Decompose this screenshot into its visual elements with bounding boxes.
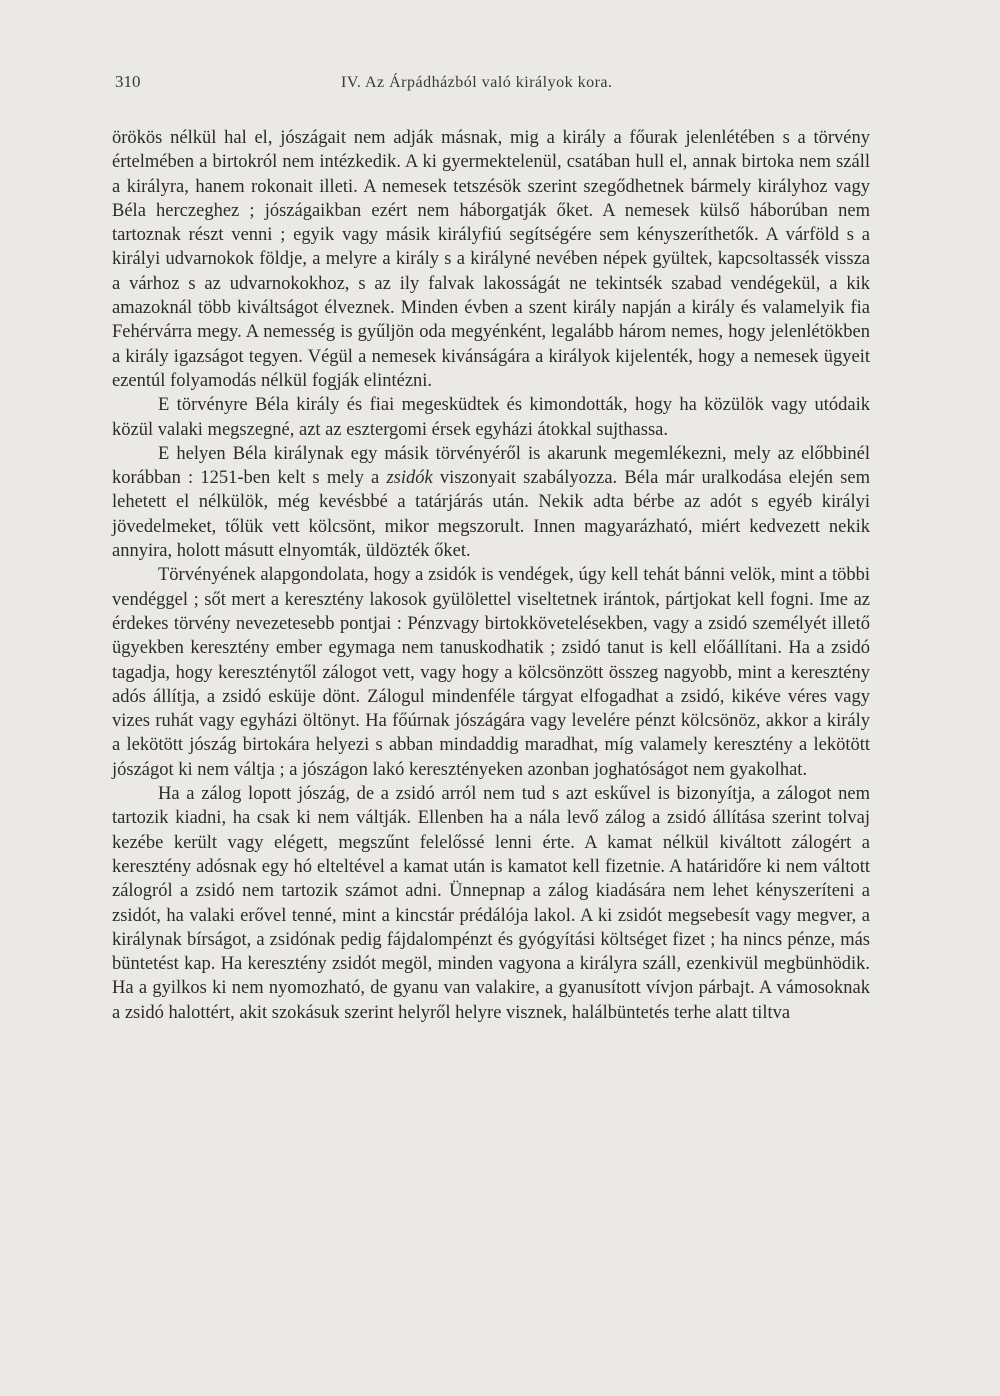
paragraph-4 [112,563,870,782]
paragraph-text-before: E helyen Béla királynak egy másik törvényéről is akarunk megemlékezni, mely az előbbinél korábban : 1251-ben kelt s mely a [112,443,870,489]
paragraph-1 [112,126,870,393]
paragraph-text: örökös nélkül hal el, jószágait nem adják másnak, mig a király a főurak jelenlétében s a törvény értelmében a birtokról nem intézkedik. A ki gyermektelenül, csatában hull el, annak birtoka nem száll a királyra, hanem rokonait illeti. A nemesek tetszésök szerint szegődhetnek bármely királyhoz vagy Béla herczeghez ; jószágaikban ezért nem háborgatják őket. A nemesek külső háborúban nem tartoznak részt venni ; egyik vagy másik királyfiú segítségére sem kényszeríthetők. A várföld s a királyi udvarnokok földje, a melyre a király s a királyné nevében népek gyültek, kapcsoltassék vissza a várhoz s az udvarnokokhoz, s az ily falvak lakosságát ne tekintsék szabad vendégekül, a kik amazoknál több kiváltságot élveznek. Minden évben a szent király napján a király és valamelyik fia Fehérvárra megy. A nemesség is gyűljön oda megyénként, legalább három nemes, hogy jelenlétökben a király igazságot tegyen. Végül a nemesek kivánságára a királyok kijelenték, hogy a nemesek ügyeit ezentúl folyamodás nélkül fogják elintézni. [112,128,870,391]
paragraph-text-after: viszonyait szabályozza. Béla már uralkodása elején sem lehetett el nélkülök, még kevésbbé a tatárjárás után. Nekik adta bérbe az adót s egyéb királyi jövedelmeket, tőlük vett kölcsönt, mikor megszorult. Innen magyarázható, miért kedvezett nekik annyira, holott másutt elnyomták, üldözték őket. [112,468,870,562]
running-title: IV. Az Árpádházból való királyok kora. [341,74,613,91]
paragraph-3 [112,442,870,563]
page-header [115,72,870,98]
paragraph-5 [112,782,870,1025]
paragraph-2 [112,393,870,442]
paragraph-text: Törvényének alapgondolata, hogy a zsidók is vendégek, úgy kell tehát bánni velök, mint a többi vendéggel ; sőt mert a keresztény lakosok gyülölettel viseltetnek irántok, pártjokat kell fogni. Ime az érdekes törvény nevezetesebb pontjai : Pénzvagy birtokkövetelésekben, vagy a zsidó személyét illető ügyekben keresztény ember egymaga nem tanuskodhatik ; zsidó tanut is kell előállítani. Ha a zsidó tagadja, hogy kereszténytől zálogot vett, vagy hogy a kölcsönzött összeg nagyobb, mint a keresztény adós állítja, a zsidó esküje dönt. Zálogul mindenféle tárgyat elfogadhat a zsidó, kikéve véres vagy vizes ruhát vagy egyházi öltönyt. Ha főúrnak jószágára vagy levelére pénzt kölcsönöz, akkor a király a lekötött jószág birtokára helyezi s abban mindaddig maradhat, míg valamely keresztény a lekötött jószágot ki nem váltja ; a jószágon lakó keresztényeken azonban joghatóságot nem gyakolhat. [112,565,870,780]
paragraph-text: Ha a zálog lopott jószág, de a zsidó arról nem tud s azt eskűvel is bizonyítja, a zálogot nem tartozik kiadni, ha csak ki nem váltják. Ellenben ha a nála levő zálog a zsidó állítása szerint tolvaj kezébe került vagy elégett, megszűnt felelőssé lenni érte. A kamat nélkül kiváltott zálogért a keresztény adósnak egy hó elteltével a kamat után is kamatot kell fizetnie. A határidőre ki nem váltott zálogról a zsidó nem tartozik számot adni. Ünnepnap a zálog kiadására nem lehet kényszeríteni a zsidót, ha valaki erővel tenné, mint a kincstár prédálója lakol. A ki zsidót megsebesít vagy megver, a királynak bírságot, a zsidónak pedig fájdalompénzt és gyógyítási költséget fizet ; ha nincs pénze, más büntetést kap. Ha keresztény zsidót megöl, minden vagyona a királyra száll, ezenkivül megbünhödik. Ha a gyilkos ki nem nyomozható, de gyanu van valakire, a gyanusított vívjon párbajt. A vámosoknak a zsidó halottért, akit szokásuk szerint helyről helyre visznek, halálbüntetés terhe alatt tiltva [112,784,870,1023]
paragraph-text: E törvényre Béla király és fiai megesküdtek és kimondották, hogy ha közülök vagy utódaik közül valaki megszegné, azt az esztergomi érsek egyházi átokkal sujthassa. [112,395,870,440]
body-text [112,126,870,1025]
italic-term: zsidók [386,468,433,489]
page-number: 310 [115,72,141,91]
